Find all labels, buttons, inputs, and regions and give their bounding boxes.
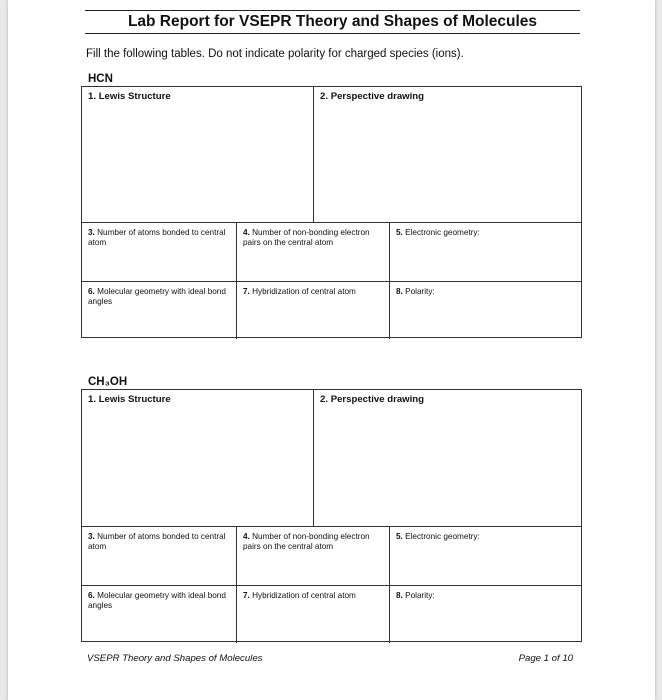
hybridization-cell[interactable] (237, 282, 390, 339)
table-row-geometry (82, 282, 581, 339)
question-number: 1. (88, 394, 97, 405)
molecular-geometry-cell[interactable] (82, 282, 237, 339)
perspective-drawing-label: Perspective drawing (330, 91, 424, 102)
question-number: 5. (396, 532, 403, 541)
lewis-structure-label: Lewis Structure (98, 91, 171, 102)
question-number: 4. (243, 228, 250, 237)
bonded-atoms-label: Number of atoms bonded to central atom (88, 532, 226, 551)
bonded-atoms-cell[interactable] (82, 527, 237, 585)
lewis-structure-cell[interactable] (82, 390, 314, 526)
electronic-geometry-cell[interactable] (390, 223, 581, 281)
lewis-structure-label: Lewis Structure (98, 394, 171, 405)
molecule-label-hcn: HCN (88, 73, 113, 85)
question-number: 3. (88, 228, 95, 237)
table-row-geometry (82, 586, 581, 643)
hybridization-label: Hybridization of central atom (252, 591, 356, 600)
molecule-label-ch3oh: CH₃OH (88, 376, 128, 388)
table-row-counts (82, 527, 581, 586)
question-number: 8. (396, 591, 403, 600)
electronic-geometry-cell[interactable] (390, 527, 581, 585)
nonbonding-pairs-label: Number of non-bonding electron pairs on the central atom (243, 532, 370, 551)
molecular-geometry-label: Molecular geometry with ideal bond angles (88, 591, 226, 610)
footer-document-title: VSEPR Theory and Shapes of Molecules (87, 653, 263, 664)
bonded-atoms-cell[interactable] (82, 223, 237, 281)
lewis-structure-cell[interactable] (82, 87, 314, 222)
molecule-table-hcn (81, 86, 582, 338)
bonded-atoms-label: Number of atoms bonded to central atom (88, 228, 226, 247)
page-title: Lab Report for VSEPR Theory and Shapes of Molecules (127, 13, 538, 30)
question-number: 2. (320, 91, 329, 102)
molecular-geometry-cell[interactable] (82, 586, 237, 643)
nonbonding-pairs-cell[interactable] (237, 527, 390, 585)
instructions-text: Fill the following tables. Do not indicate polarity for charged species (ions). (86, 48, 464, 60)
hybridization-label: Hybridization of central atom (252, 287, 356, 296)
perspective-drawing-cell[interactable] (314, 390, 581, 526)
question-number: 5. (396, 228, 403, 237)
polarity-cell[interactable] (390, 586, 581, 643)
table-row-drawings (82, 87, 581, 223)
question-number: 8. (396, 287, 403, 296)
molecular-geometry-label: Molecular geometry with ideal bond angles (88, 287, 226, 306)
nonbonding-pairs-label: Number of non-bonding electron pairs on the central atom (243, 228, 370, 247)
electronic-geometry-label: Electronic geometry: (405, 228, 480, 237)
question-number: 4. (243, 532, 250, 541)
molecule-table-ch3oh (81, 389, 582, 642)
question-number: 1. (88, 91, 97, 102)
title-bar (85, 10, 580, 34)
polarity-cell[interactable] (390, 282, 581, 339)
nonbonding-pairs-cell[interactable] (237, 223, 390, 281)
question-number: 6. (88, 287, 95, 296)
table-row-counts (82, 223, 581, 282)
question-number: 3. (88, 532, 95, 541)
question-number: 7. (243, 591, 250, 600)
perspective-drawing-label: Perspective drawing (330, 394, 424, 405)
question-number: 6. (88, 591, 95, 600)
polarity-label: Polarity: (405, 591, 435, 600)
polarity-label: Polarity: (405, 287, 435, 296)
perspective-drawing-cell[interactable] (314, 87, 581, 222)
hybridization-cell[interactable] (237, 586, 390, 643)
question-number: 2. (320, 394, 329, 405)
table-row-drawings (82, 390, 581, 527)
question-number: 7. (243, 287, 250, 296)
document-page (8, 0, 655, 700)
footer-page-number: Page 1 of 10 (518, 653, 573, 664)
electronic-geometry-label: Electronic geometry: (405, 532, 480, 541)
